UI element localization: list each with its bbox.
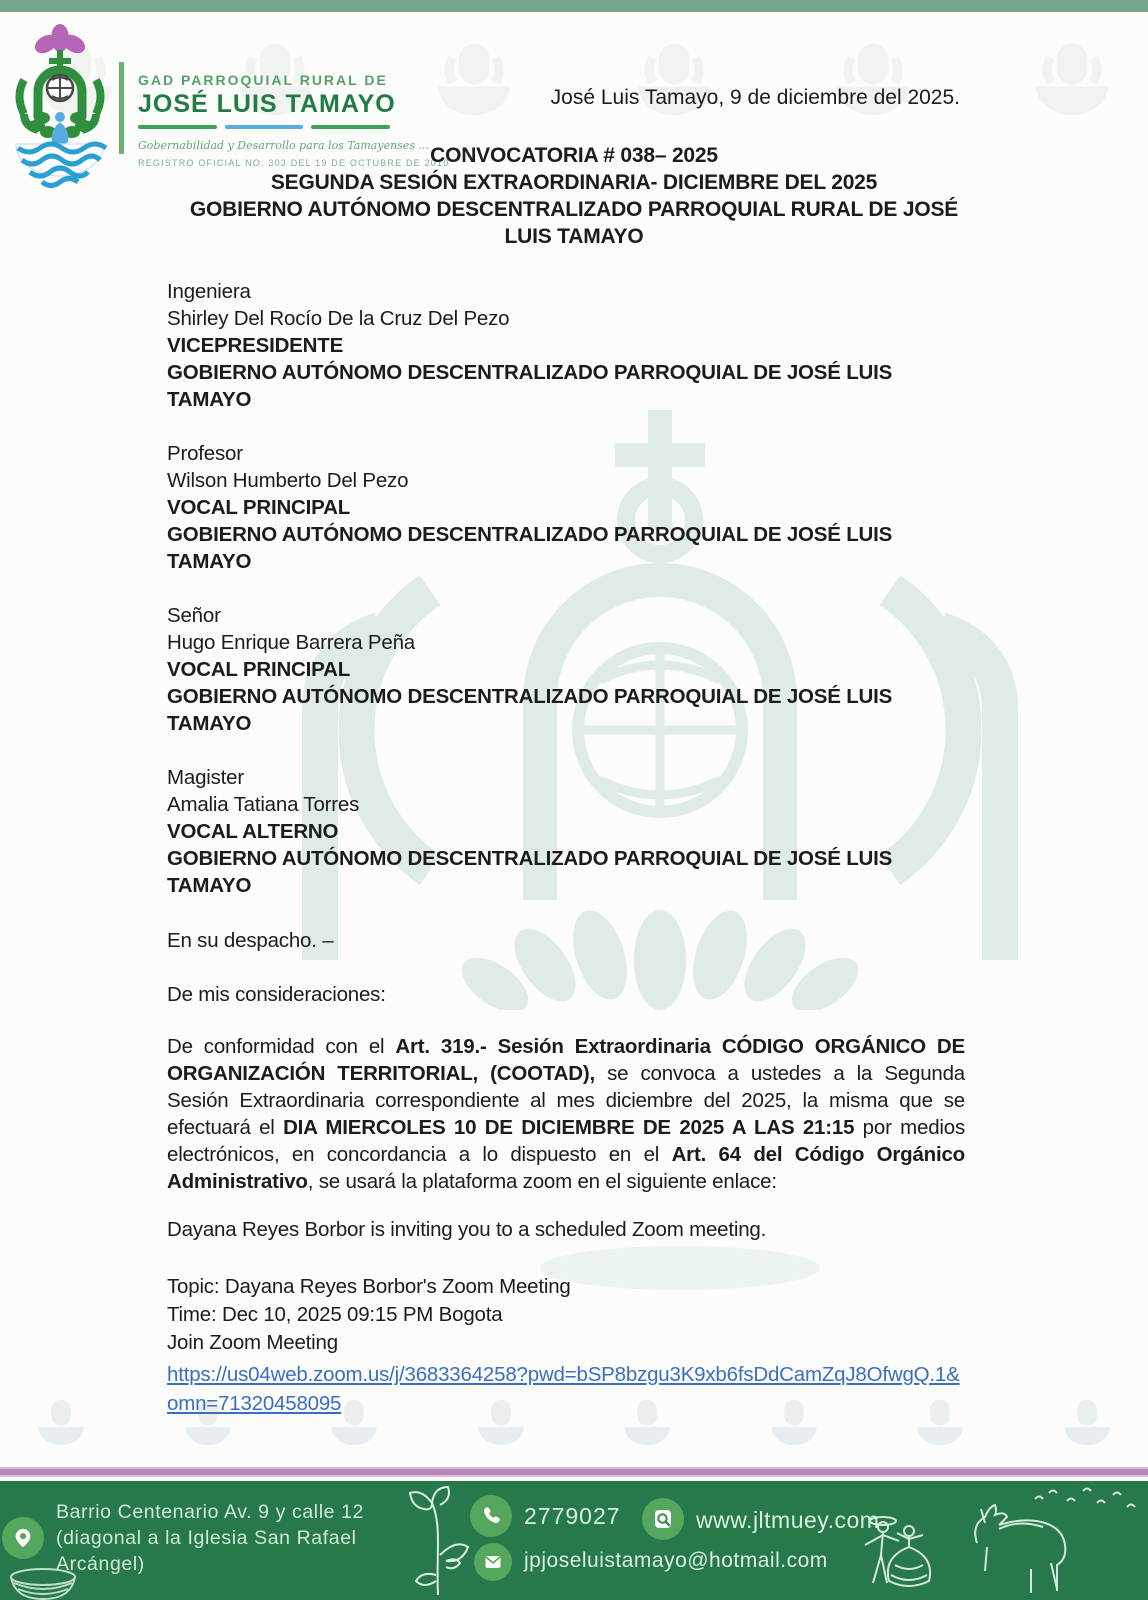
letter-body [167,278,965,1418]
brand-underline-rules [138,125,390,129]
folklore-dancers-and-donkey-illustration [835,1483,1143,1600]
footer-band [0,1481,1148,1600]
letter-title-block [184,142,964,250]
considerations-line: De mis consideraciones: [167,983,386,1006]
recipient-block [167,764,965,899]
zoom-time-line: Time: Dec 10, 2025 09:15 PM Bogota [167,1302,503,1326]
email-envelope-icon [474,1543,512,1581]
title-line-gobierno: GOBIERNO AUTÓNOMO DESCENTRALIZADO PARROQUIAL RURAL DE JOSÉ LUIS TAMAYO [189,198,959,248]
recipient-name: Hugo Enrique Barrera Peña [167,631,415,654]
recipient-role: VOCAL PRINCIPAL [167,496,351,519]
recipient-name: Shirley Del Rocío De la Cruz Del Pezo [167,307,510,330]
location-pin-icon [2,1517,44,1559]
title-line-convocatoria: CONVOCATORIA # 038– 2025 [430,144,718,167]
recipient-name: Wilson Humberto Del Pezo [167,469,409,492]
title-line-session: SEGUNDA SESIÓN EXTRAORDINARIA- DICIEMBRE DEL 2025 [270,171,878,194]
recipient-role: VOCAL ALTERNO [167,820,339,843]
footer-website[interactable]: www.jltmuey.com [696,1507,880,1533]
recipient-title: Profesor [167,442,243,465]
recipient-role: VOCAL PRINCIPAL [167,658,351,681]
recipient-block [167,278,965,413]
zoom-meeting-link[interactable]: https://us04web.zoom.us/j/3683364258?pwd=bSP8bzgu3K9xb6fsDdCamZqJ8OfwgQ.1&omn=71320458095 [167,1362,960,1415]
header-divider-bar [119,62,124,154]
recipient-org: GOBIERNO AUTÓNOMO DESCENTRALIZADO PARROQUIAL DE JOSÉ LUIS TAMAYO [167,847,893,897]
recipient-block [167,440,965,575]
recipient-org: GOBIERNO AUTÓNOMO DESCENTRALIZADO PARROQUIAL DE JOSÉ LUIS TAMAYO [167,361,893,411]
date-line: José Luis Tamayo, 9 de diciembre del 2025. [550,86,960,109]
globe-search-icon [642,1498,684,1540]
recipient-title: Ingeniera [167,280,251,303]
recipient-name: Amalia Tatiana Torres [167,793,360,816]
org-tagline: Gobernabilidad y Desarrollo para los Tamayenses ... [138,139,429,152]
phone-icon [470,1495,512,1537]
flower-illustration [398,1485,478,1600]
recipient-role: VICEPRESIDENTE [167,334,344,357]
basket-illustration [6,1567,80,1600]
salutation-line: En su despacho. – [167,929,334,952]
official-registry-line: REGISTRO OFICIAL NO. 303 DEL 19 DE OCTUBRE DE 2010 [138,158,450,168]
footer-divider-line [0,1467,1148,1477]
top-green-band [0,0,1148,12]
org-type-label: GAD PARROQUIAL RURAL DE [138,72,388,88]
org-name-label: JOSÉ LUIS TAMAYO [138,90,396,118]
footer-address: Barrio Centenario Av. 9 y calle 12 (diagonal a la Iglesia San Rafael Arcángel) [56,1501,365,1575]
recipient-title: Señor [167,604,221,627]
zoom-details-block [167,1273,965,1418]
recipient-org: GOBIERNO AUTÓNOMO DESCENTRALIZADO PARROQUIAL DE JOSÉ LUIS TAMAYO [167,685,893,735]
footer-phone-number: 2779027 [524,1503,621,1529]
parish-crest-logo [8,22,112,190]
footer-email[interactable]: jpjoseluistamayo@hotmail.com [524,1549,828,1572]
recipient-org: GOBIERNO AUTÓNOMO DESCENTRALIZADO PARROQUIAL DE JOSÉ LUIS TAMAYO [167,523,893,573]
convocation-paragraph: De conformidad con el Art. 319.- Sesión Extraordinaria CÓDIGO ORGÁNICO DE ORGANIZACIÓN TERRITORIAL, (COOTAD), se convoca a ustedes a la Segunda Sesión Extraordinaria correspondiente al mes diciembre del 2025, la misma que se efectuará el DIA MIERCOLES 10 DE DICIEMBRE DE 2025 A LAS 21:15 por medios electrónicos, en concordancia a lo dispuesto en el Art. 64 del Código Orgánico Administrativo, se usará la plataforma zoom en el siguiente enlace: [167,1035,965,1193]
recipient-block [167,602,965,737]
recipient-title: Magister [167,766,245,789]
zoom-invite-line: Dayana Reyes Borbor is inviting you to a scheduled Zoom meeting. [167,1217,767,1241]
zoom-join-label: Join Zoom Meeting [167,1330,338,1354]
zoom-topic-line: Topic: Dayana Reyes Borbor's Zoom Meeting [167,1274,571,1298]
